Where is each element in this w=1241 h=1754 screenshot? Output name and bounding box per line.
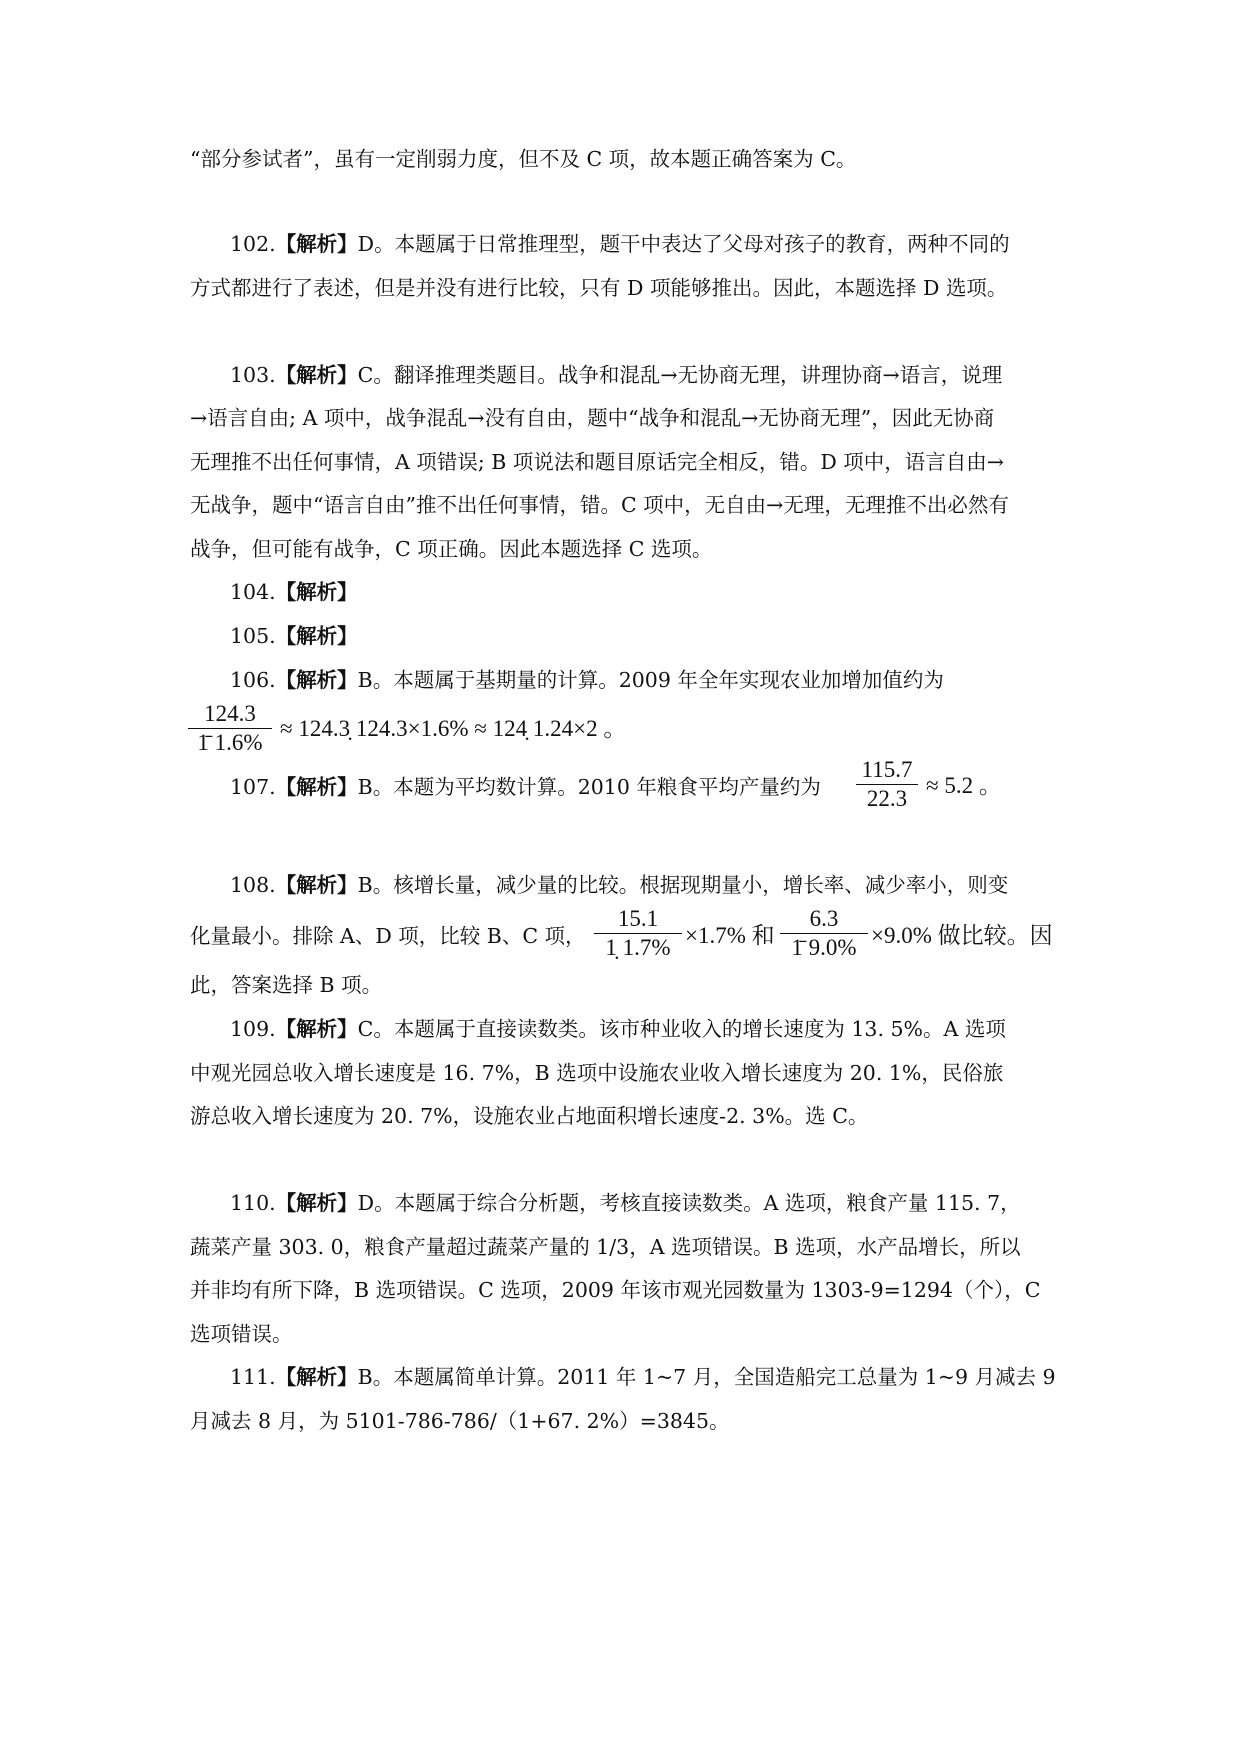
answer-text: C。翻译推理类题目。战争和混乱→无协商无理，讲理协商→语言，说理 [357, 363, 1003, 387]
text-line: 无战争，题中“语言自由”推不出任何事情，错。C 项中，无自由→无理，无理推不出必然有 [190, 493, 1009, 517]
answer-109 [230, 1015, 1100, 1043]
question-number: 110. [230, 1191, 276, 1215]
fraction [188, 700, 272, 757]
analysis-heading: 【解析】 [275, 873, 358, 897]
math-expression: ×9.0% 做比较。因 [871, 923, 1053, 948]
question-number: 111. [230, 1365, 276, 1389]
text-line: 方式都进行了表述，但是并没有进行比较，只有 D 项能够推出。因此，本题选择 D 选项。 [190, 276, 1008, 300]
question-number: 102. [230, 232, 276, 256]
analysis-heading: 【解析】 [275, 668, 358, 692]
text-line: 此，答案选择 B 项。 [190, 973, 383, 997]
denominator: 1̄ 9.0% [791, 935, 857, 960]
numerator: 6.3 [809, 906, 839, 931]
analysis-heading: 【解析】 [275, 1017, 358, 1041]
text-line: 蔬菜产量 303. 0，粮食产量超过蔬菜产量的 1/3，A 选项错误。B 选项，水产品增长，所以 [190, 1235, 1021, 1259]
answer-110 [230, 1189, 1100, 1217]
answer-text: C。本题属于直接读数类。该市种业收入的增长速度为 13. 5%。A 选项 [357, 1017, 1006, 1041]
question-number: 106. [230, 668, 276, 692]
text-line: →语言自由; A 项中，战争混乱→没有自由，题中“战争和混乱→无协商无理”，因此无协商 [190, 406, 995, 430]
denominator: 1̣ 1.7% [605, 935, 671, 960]
text-line: 战争，但可能有战争，C 项正确。因此本题选择 C 选项。 [190, 537, 713, 561]
answer-text: D。本题属于综合分析题，考核直接读数类。A 选项，粮食产量 115. 7， [357, 1191, 1021, 1215]
math-expression: ≈ 5.2 。 [926, 773, 1002, 798]
answer-text: B。本题属简单计算。2011 年 1~7 月，全国造船完工总量为 1~9 月减去 9 [357, 1365, 1056, 1389]
text-line: 月减去 8 月，为 5101-786-786/（1+67. 2%）=3845。 [190, 1409, 730, 1433]
answer-106 [230, 666, 1100, 694]
analysis-heading: 【解析】 [275, 580, 358, 604]
question-number: 104. [230, 580, 276, 604]
denominator: 22.3 [866, 786, 908, 811]
question-number: 105. [230, 624, 276, 648]
text-line: 游总收入增长速度为 20. 7%，设施农业占地面积增长速度-2. 3%。选 C。 [190, 1104, 869, 1128]
answer-text: B。核增长量，减少量的比较。根据现期量小，增长率、减少率小，则变 [357, 873, 1009, 897]
math-expression: ×1.7% 和 [685, 923, 775, 948]
analysis-heading: 【解析】 [275, 775, 358, 799]
fraction [780, 905, 868, 962]
analysis-heading: 【解析】 [275, 232, 358, 256]
question-number: 107. [230, 775, 276, 799]
analysis-heading: 【解析】 [275, 1191, 358, 1215]
question-number: 109. [230, 1017, 276, 1041]
denominator: 1̄ 1.6% [197, 730, 263, 755]
question-number: 103. [230, 363, 276, 387]
text-line: 并非均有所下降，B 选项错误。C 选项，2009 年该市观光园数量为 1303-9=1294（个），C [190, 1278, 1041, 1302]
answer-text: B。本题为平均数计算。2010 年粮食平均产量约为 [357, 775, 821, 799]
answer-text: B。本题属于基期量的计算。2009 年全年实现农业加增加值约为 [357, 668, 944, 692]
text-line: 选项错误。 [190, 1322, 293, 1346]
answer-111 [230, 1363, 1100, 1391]
analysis-heading: 【解析】 [275, 624, 358, 648]
answer-104 [230, 578, 1100, 606]
answer-text: D。本题属于日常推理型，题干中表达了父母对孩子的教育，两种不同的 [357, 232, 1010, 256]
question-number: 108. [230, 873, 276, 897]
answer-108 [230, 871, 1100, 899]
fraction [856, 756, 918, 813]
numerator: 115.7 [861, 757, 913, 782]
text-line: 中观光园总收入增长速度是 16. 7%，B 选项中设施农业收入增长速度为 20. 1%，民俗旅 [190, 1061, 1004, 1085]
numerator: 15.1 [617, 906, 659, 931]
text-line: “部分参试者”，虽有一定削弱力度，但不及 C 项，故本题正确答案为 C。 [190, 147, 857, 171]
analysis-heading: 【解析】 [275, 363, 358, 387]
math-expression: ≈ 124.3̣ 124.3×1.6% ≈ 124̣ 1.24×2 。 [280, 716, 627, 741]
answer-105 [230, 622, 1100, 650]
analysis-heading: 【解析】 [275, 1365, 358, 1389]
answer-103 [230, 361, 1100, 389]
numerator: 124.3 [204, 701, 256, 726]
text-line: 无理推不出任何事情，A 项错误; B 项说法和题目原话完全相反，错。D 项中，语言自由→ [190, 450, 1004, 474]
text-line: 化量最小。排除 A、D 项，比较 B、C 项， [190, 924, 586, 948]
answer-102 [230, 230, 1100, 258]
fraction [594, 905, 682, 962]
